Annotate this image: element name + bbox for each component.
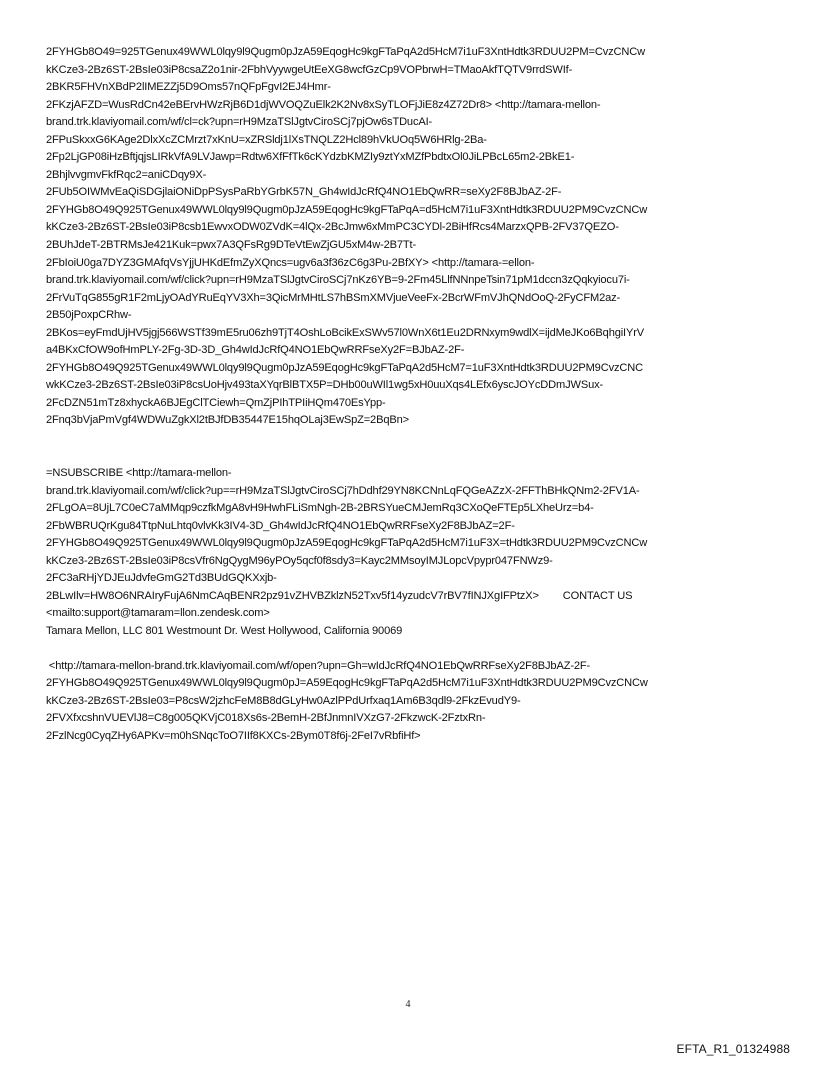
text-line: kKCze3-2Bz6ST-2BsIe03=P8csW2jzhcFeM8B8dGLyHw0AzlPPdUrfxaq1Am6B3qdl9-2FkzEvudY9- [46,694,521,707]
text-line: 2FrVuTqG855gR1F2mLjyOAdYRuEqYV3Xh=3QicMrMHtLS7hBSmXMVjueVeeFx-2BcrWFmVJhQNdOoQ-2FyCFM2az- [46,291,621,304]
text-line: kKCze3-2Bz6ST-2BsIe03iP8csaZ2o1nir-2FbhVyywgeUtEeXG8wcfGzCp9VOPbrwH=TMaoAkfTQTV9rrdSWIf- [46,63,573,76]
text-line: 2Fnq3bVjaPmVgf4WDWuZgkXl2tBJfDB35447E15hqOLaj3EwSpZ=2BqBn> [46,414,409,427]
tracking-links-block [46,44,776,430]
text-line: 2FYHGb8O49Q925TGenux49WWL0lqy9l9Qugm0pJzA59EqogHc9kgFTaPqA2d5HcM7i1uF3X=tHdtk3RDUU2PM9CvzCNCw [46,537,648,550]
open-tracking-block [46,658,776,746]
text-line: kKCze3-2Bz6ST-2BsIe03iP8csb1EwvxODW0ZVdK=4lQx-2BcJmw6xMmPC3CYDl-2BiHfRcs4MarzxQPB-2FV37QEZO- [46,221,619,234]
text-line: 2FVXfxcshnVUEVlJ8=C8g005QKVjC018Xs6s-2BemH-2BfJnmnIVXzG7-2FkzwcK-2FztxRn- [46,712,486,725]
text-line: 2FYHGb8O49Q925TGenux49WWL0lqy9l9Qugm0pJ=A59EqogHc9kgFTaPqA2d5HcM7i1uF3XntHdtk3RDUU2PM9CvzCNCw [46,677,648,690]
text-line: kKCze3-2Bz6ST-2BsIe03iP8csVfr6NgQygM96yPOy5qcf0f8sdy3=Kayc2MMsoyIMJLopcVpypr047FNWz9- [46,554,553,567]
text-line: 2FYHGb8O49Q925TGenux49WWL0lqy9l9Qugm0pJzA59EqogHc9kgFTaPqA2d5HcM7=1uF3XntHdtk3RDUU2PM9CvzCNC [46,361,643,374]
text-line: 2FC3aRHjYDJEuJdvfeGmG2Td3BUdGQKXxjb- [46,572,277,585]
page-number: 4 [405,999,411,1010]
text-line: 2FPuSkxxG6KAge2DlxXcZCMrzt7xKnU=xZRSldj1lXsTNQLZ2Hcl89hVkUOq5W6HRlg-2Ba- [46,133,487,146]
text-line: a4BKxCfOW9ofHmPLY-2Fg-3D-3D_Gh4wIdJcRfQ4NO1EbQwRRFseXy2F=BJbAZ-2F- [46,344,465,357]
text-line: 2FKzjAFZD=WusRdCn42eBErvHWzRjB6D1djWVOQZuElk2K2Nv8xSyTLOFjJiE8z4Z72Dr8> <http://tamara-mellon- [46,98,601,111]
text-line: 2BUhJdeT-2BTRMsJe421Kuk=pwx7A3QFsRg9DTeVtEwZjGU5xM4w-2B7Tt- [46,239,417,252]
text-line: 2FLgOA=8UjL7C0eC7aMMqp9czfkMgA8vH9HwhFLiSmNgh-2B-2BRSYueCMJemRq3CXoQeFTEp5LXheUrz=b4- [46,502,594,515]
unsubscribe-link-tail: 2BLwIlv=HW8O6NRAIryFujA6NmCAqBENR2pz91vZHVBZklzN52Txv5f14yzudcV7rBV7fINJXgIFPtzX> [46,589,539,602]
text-line: 2Fp2LjGP08iHzBftjqjsLIRkVfA9LVJawp=Rdtw6XfFfTk6cKYdzbKMZIy9ztYxMZfPbdtxOl0JiLPBcL65m2-2BkE1- [46,151,575,164]
text-line: 2BKR5FHVnXBdP2lIMEZZj5D9Oms57nQFpFgvI2EJ4Hmr- [46,81,331,94]
text-line: 2FYHGb8O49=925TGenux49WWL0lqy9l9Qugm0pJzA59EqogHc9kgFTaPqA2d5HcM7i1uF3XntHdtk3RDUU2PM=CvzCNCw [46,46,645,58]
text-line: 2BhjlvvgmvFkfRqc2=aniCDqy9X- [46,168,207,181]
text-line: =NSUBSCRIBE <http://tamara-mellon- [46,467,232,480]
paragraph-gap [46,430,776,465]
text-line: <mailto:support@tamaram=llon.zendesk.com> [46,607,270,620]
paragraph-gap [46,641,776,658]
text-line: 2FbWBRUQrKgu84TtpNuLhtq0vlvKk3IV4-3D_Gh4wIdJcRfQ4NO1EbQwRRFseXy2F8BJbAZ=2F- [46,519,515,532]
text-line: 2FYHGb8O49Q925TGenux49WWL0lqy9l9Qugm0pJzA59EqogHc9kgFTaPqA=d5HcM7i1uF3XntHdtk3RDUU2PM9CvzCNCw [46,203,648,216]
email-body [46,44,776,745]
text-line: <http://tamara-mellon-brand.trk.klaviyomail.com/wf/open?upn=Gh=wIdJcRfQ4NO1EbQwRRFseXy2F8BJbAZ-2F- [46,659,591,672]
text-line: 2BKos=eyFmdUjHV5jgj566WSTf39mE5ru06zh9TjT4OshLoBcikExSWv57l0WnX6t1Eu2DRNxym9wdlX=ijdMeJKo6BqhgiIYrV [46,326,645,339]
text-line: brand.trk.klaviyomail.com/wf/click?upn=rH9MzaTSlJgtvCiroSCj7nKz6YB=9-2Fm45LlfNNnpeTsin71pM1dccn3zQqkyiocu7i- [46,274,630,287]
bates-number: EFTA_R1_01324988 [676,1042,790,1056]
contact-us-label: CONTACT US [562,589,633,602]
text-line: 2FcDZN51mTz8xhyckA6BJEgClTCiewh=QmZjPIhTPIiHQm470EsYpp- [46,396,386,409]
text-line [46,588,776,606]
company-address: Tamara Mellon, LLC 801 Westmount Dr. West Hollywood, California 90069 [46,624,403,637]
text-line: 2FzlNcg0CyqZHy6APKv=m0hSNqcToO7IIf8KXCs-2Bym0T8f6j-2FeI7vRbfiHf> [46,729,421,742]
text-line: brand.trk.klaviyomail.com/wf/cl=ck?upn=rH9MzaTSlJgtvCiroSCj7pjOw6sTDucAI- [46,116,433,129]
text-line: 2FUb5OIWMvEaQiSDGjlaiONiDpPSysPaRbYGrbK57N_Gh4wIdJcRfQ4NO1EbQwRR=seXy2F8BJbAZ-2F- [46,186,562,199]
text-line: wkKCze3-2Bz6ST-2BsIe03iP8csUoHjv493taXYqrBlBTX5P=DHb00uWIl1wg5xH0uuXqs4LEfx6yscJOYcDDmJWSux- [46,379,604,392]
unsubscribe-block [46,465,776,640]
text-line: 2B50jPoxpCRhw- [46,309,132,322]
text-line: brand.trk.klaviyomail.com/wf/click?up==rH9MzaTSlJgtvCiroSCj7hDdhf29YN8KCNnLqFQGeAZzX-2FFThBHkQNm2-2FV1A- [46,484,640,497]
text-line: 2FbIoiU0ga7DYZ3GMAfqVsYjjUHKdEfmZyXQncs=ugv6a3f36zC6g3Pu-2BfXY> <http://tamara-=ellon- [46,256,535,269]
